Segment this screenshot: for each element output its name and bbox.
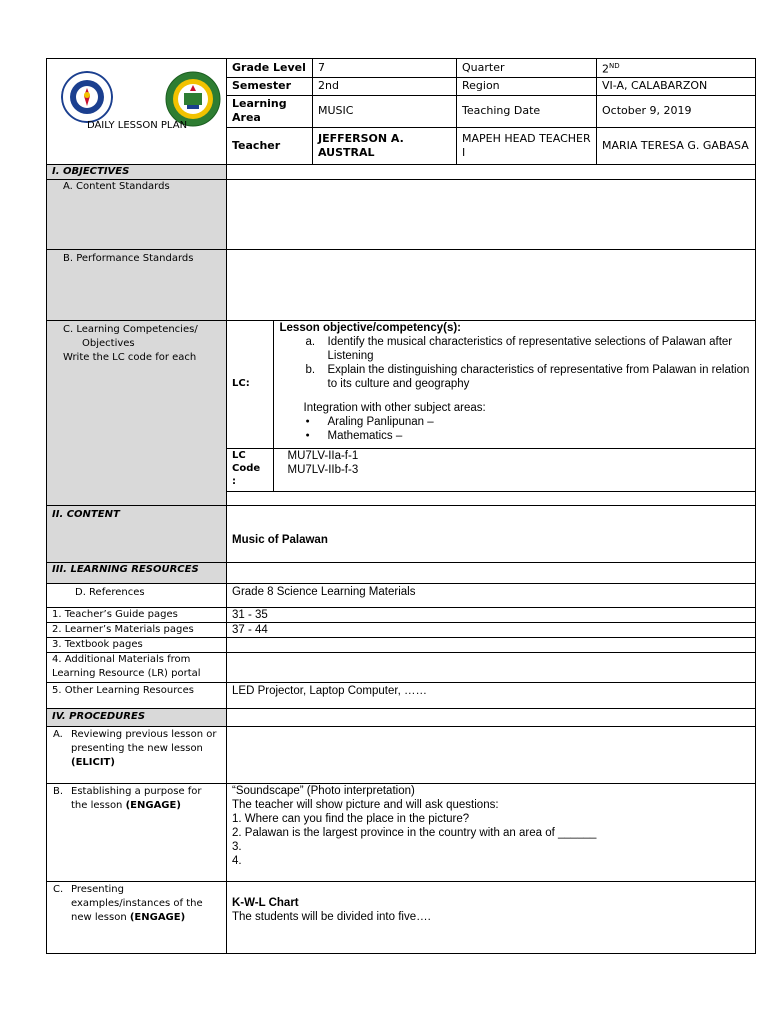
lesson-plan-table: [46, 58, 756, 954]
header-title: DAILY LESSON PLAN: [86, 120, 188, 131]
lc-code-item: MU7LV-IIa-f-1: [287, 450, 359, 463]
procedure-b-text: Establishing a purpose for the lesson: [71, 785, 202, 811]
quarter-value: [597, 59, 756, 78]
procedure-c-label: C. Presenting examples/instances of the new lesson (ENGAGE): [47, 881, 227, 953]
lc-heading-line-2: Objectives: [82, 337, 135, 349]
integration-item: ● Araling Panlipunan –: [328, 415, 751, 429]
kwl-chart-text: The students will be divided into five….: [232, 910, 431, 923]
region-label: Region: [457, 77, 597, 95]
learners-materials-value: 37 - 44: [227, 622, 756, 637]
procedure-b-line: 1. Where can you find the place in the picture?: [232, 812, 470, 825]
head-teacher-label: MAPEH HEAD TEACHER I: [457, 127, 597, 164]
procedure-b-tag: (ENGAGE): [125, 799, 181, 811]
additional-materials-value: [227, 652, 756, 682]
lc-code-value: [273, 449, 755, 491]
references-label: D. References: [47, 583, 227, 607]
procedure-b-line: 4.: [232, 854, 242, 867]
learning-competencies-label: [47, 320, 227, 505]
textbook-label: 3. Textbook pages: [47, 637, 227, 652]
learning-competencies-cell: [227, 320, 756, 505]
content-heading: II. CONTENT: [47, 505, 227, 562]
quarter-suffix: ND: [609, 62, 620, 70]
lesson-plan: [46, 58, 755, 954]
performance-standards-label: B. Performance Standards: [47, 249, 227, 320]
procedure-c-value: [227, 881, 756, 953]
grade-level-value: 7: [313, 59, 457, 78]
procedure-b-line: 3.: [232, 840, 242, 853]
competency-list: [280, 335, 751, 391]
procedure-a-label: A. Reviewing previous lesson or presenting the new lesson (ELICIT): [47, 726, 227, 783]
lesson-objective-title: Lesson objective/competency(s):: [279, 321, 461, 334]
teachers-guide-label: 1. Teacher’s Guide pages: [47, 607, 227, 622]
other-resources-label: 5. Other Learning Resources: [47, 682, 227, 708]
semester-value: 2nd: [313, 77, 457, 95]
integration-title: Integration with other subject areas:: [303, 401, 486, 414]
deped-seal-icon: [61, 71, 113, 123]
teaching-date-label: Teaching Date: [457, 95, 597, 127]
competency-marker: a.: [305, 335, 316, 348]
head-teacher-value: MARIA TERESA G. GABASA: [597, 127, 756, 164]
procedure-b-value: [227, 783, 756, 881]
competency-item: [305, 363, 751, 391]
additional-materials-label: 4. Additional Materials from Learning Resource (LR) portal: [47, 652, 227, 682]
teacher-value: JEFFERSON A. AUSTRAL: [313, 127, 457, 164]
references-value: Grade 8 Science Learning Materials: [227, 583, 756, 607]
integration-list: [280, 415, 751, 443]
competency-text: Identify the musical characteristics of representative selections of Palawan after Listening: [327, 335, 733, 362]
kwl-chart-title: K-W-L Chart: [232, 896, 299, 909]
resources-heading: III. LEARNING RESOURCES: [47, 562, 227, 583]
competency-item: [305, 335, 751, 363]
performance-standards-value: [227, 249, 756, 320]
lc-code-label: LC Code :: [227, 449, 273, 491]
procedure-b-label: B. Establishing a purpose for the lesson (ENGAGE): [47, 783, 227, 881]
procedures-heading: IV. PROCEDURES: [47, 708, 227, 726]
lc-heading-line-1: C. Learning Competencies/: [63, 323, 198, 335]
learners-materials-label: 2. Learner’s Materials pages: [47, 622, 227, 637]
objectives-heading: I. OBJECTIVES: [47, 164, 227, 179]
learning-area-label: Learning Area: [227, 95, 313, 127]
procedure-b-line: “Soundscape” (Photo interpretation): [232, 784, 415, 797]
competency-text: Explain the distinguishing characteristics of representative from Palawan in relation to its culture and geography: [327, 363, 750, 390]
procedure-c-tag: (ENGAGE): [129, 911, 186, 923]
content-standards-value: [227, 179, 756, 249]
semester-label: Semester: [227, 77, 313, 95]
learning-area-value: MUSIC: [313, 95, 457, 127]
textbook-value: [227, 637, 756, 652]
procedure-a-text: Reviewing previous lesson or presenting the new lesson: [71, 728, 217, 754]
lc-heading-line-3: Write the LC code for each: [63, 351, 197, 363]
procedure-a-tag: (ELICIT): [71, 756, 115, 768]
quarter-number: 2: [602, 62, 609, 76]
other-resources-value: LED Projector, Laptop Computer, ……: [227, 682, 756, 708]
procedure-c-text: Presenting examples/instances of the new lesson: [71, 883, 203, 923]
quarter-label: Quarter: [457, 59, 597, 78]
lc-inner-table: [227, 321, 755, 491]
region-value: VI-A, CALABARZON: [597, 77, 756, 95]
teachers-guide-value: 31 - 35: [227, 607, 756, 622]
teacher-label: Teacher: [227, 127, 313, 164]
competency-marker: b.: [305, 363, 316, 376]
lc-content: [273, 321, 755, 449]
header-logo-cell: [47, 59, 227, 165]
procedure-a-value: [227, 726, 756, 783]
content-standards-label: A. Content Standards: [47, 179, 227, 249]
procedure-b-line: The teacher will show picture and will ask questions:: [232, 798, 499, 811]
procedure-b-line: 2. Palawan is the largest province in the country with an area of ______: [232, 826, 597, 839]
content-value: Music of Palawan: [227, 505, 756, 562]
teaching-date-value: October 9, 2019: [597, 95, 756, 127]
integration-item: ● Mathematics –: [328, 429, 751, 443]
lc-label: LC:: [227, 321, 273, 449]
lc-code-item: MU7LV-IIb-f-3: [287, 464, 359, 477]
grade-level-label: Grade Level: [227, 59, 313, 78]
